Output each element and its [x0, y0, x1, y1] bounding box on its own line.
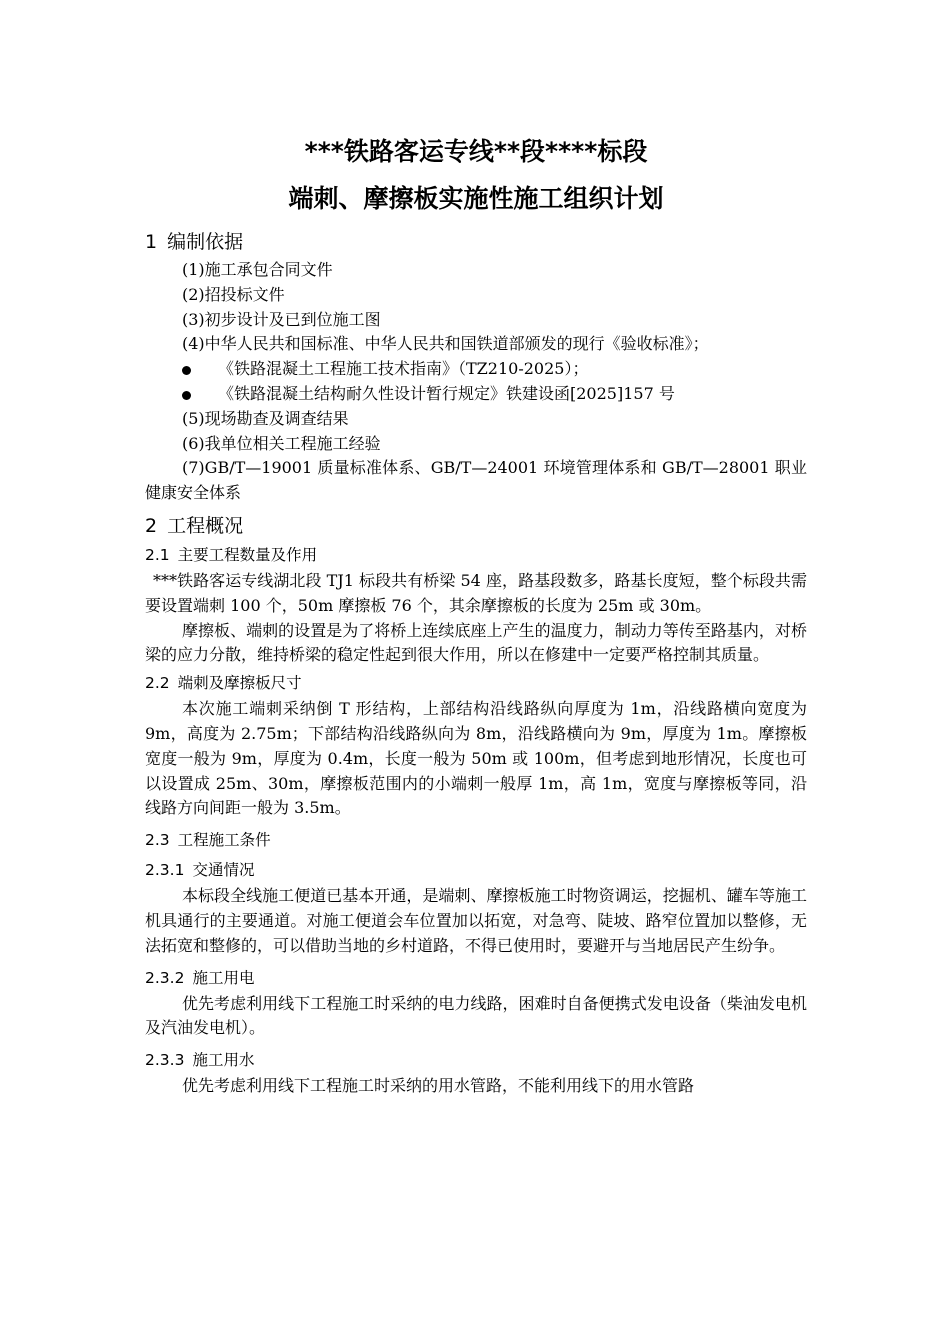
basis-item: (6)我单位相关工程施工经验 — [182, 433, 381, 453]
paragraph: ***铁路客运专线湖北段 TJ1 标段共有桥梁 54 座，路基段数多，路基长度短，整个标段共需要设置端刺 100 个，50m 摩擦板 76 个，其余摩擦板的长度为 25m 或 30m。 — [145, 570, 807, 615]
bullet-text: 《铁路混凝土结构耐久性设计暂行规定》铁建设函[2025]157 号 — [218, 383, 675, 403]
subsection-number: 2.1 — [145, 545, 170, 564]
section-title: 工程概况 — [167, 514, 244, 537]
section-number: 2 — [145, 514, 158, 537]
paragraph: 优先考虑利用线下工程施工时采纳的用水管路，不能利用线下的用水管路 — [182, 1076, 695, 1096]
bullet-dot-icon — [182, 366, 191, 375]
section-title: 编制依据 — [167, 231, 244, 253]
subsection-title: 主要工程数量及作用 — [177, 545, 318, 564]
subsection-title: 端刺及摩擦板尺寸 — [177, 674, 302, 693]
subsection-number: 2.2 — [145, 674, 170, 693]
subsection-2-3-3-heading — [145, 1049, 807, 1071]
subsection-title: 施工用电 — [192, 968, 255, 987]
document-body — [145, 128, 807, 1099]
basis-item: (4)中华人民共和国标准、中华人民共和国铁道部颁发的现行《验收标准》； — [182, 334, 709, 354]
section-2-heading — [145, 512, 807, 540]
basis-item: (2)招投标文件 — [182, 284, 285, 304]
bullet-item — [145, 357, 807, 382]
subsection-title: 施工用水 — [192, 1051, 255, 1070]
bullet-dot-icon — [182, 391, 191, 400]
subsection-number: 2.3.1 — [145, 861, 185, 880]
subsection-title: 交通情况 — [192, 861, 255, 880]
subsection-title: 工程施工条件 — [177, 831, 271, 850]
subsection-number: 2.3.3 — [145, 1051, 185, 1070]
subsection-2-3-heading — [145, 829, 807, 851]
subsection-2-2-heading — [145, 672, 807, 694]
document-title-line1: ***铁路客运专线**段****标段 — [304, 137, 648, 166]
subsection-2-3-1-heading — [145, 859, 807, 881]
basis-item: (5)现场勘查及调查结果 — [182, 408, 349, 428]
basis-item: (3)初步设计及已到位施工图 — [182, 309, 381, 329]
bullet-item — [145, 382, 807, 407]
paragraph: 本标段全线施工便道已基本开通，是端刺、摩擦板施工时物资调运，挖掘机、罐车等施工机具通行的主要通道。对施工便道会车位置加以拓宽，对急弯、陡坡、路窄位置加以整修，无法拓宽和整修的，可以借助当地的乡村道路，不得已使用时，要避开与当地居民产生纷争。 — [145, 886, 807, 955]
paragraph: 摩擦板、端刺的设置是为了将桥上连续底座上产生的温度力，制动力等传至路基内，对桥梁的应力分散，维持桥梁的稳定性起到很大作用，所以在修建中一定要严格控制其质量。 — [145, 620, 807, 665]
document-title-line2: 端刺、摩擦板实施性施工组织计划 — [288, 184, 664, 213]
section-number: 1 — [145, 231, 158, 253]
paragraph: 本次施工端刺采纳倒 T 形结构，上部结构沿线路纵向厚度为 1m，沿线路横向宽度为 9m，高度为 2.75m；下部结构沿线路纵向为 8m，沿线路横向为 9m，厚度为 1m。摩擦板宽度一般为 9m，厚度为 0.4m，长度一般为 50m 或 100m，但考虑到地形情况，长度也可以设置成 25m、30m，摩擦板范围内的小端刺一般厚 1m，高 1m，宽度与摩擦板等同，沿线路方向间距一般为 3.5m。 — [145, 699, 807, 818]
section-1-heading — [145, 228, 807, 256]
bullet-text: 《铁路混凝土工程施工技术指南》（TZ210-2025）； — [218, 359, 589, 379]
subsection-2-1-heading — [145, 544, 807, 566]
basis-item: (1)施工承包合同文件 — [182, 260, 333, 279]
subsection-number: 2.3.2 — [145, 968, 185, 987]
subsection-number: 2.3 — [145, 831, 170, 850]
subsection-2-3-2-heading — [145, 967, 807, 989]
basis-item: (7)GB/T—19001 质量标准体系、GB/T—24001 环境管理体系和 GB/T—28001 职业健康安全体系 — [145, 458, 807, 503]
paragraph: 优先考虑利用线下工程施工时采纳的电力线路，困难时自备便携式发电设备（柴油发电机及汽油发电机）。 — [145, 993, 807, 1038]
